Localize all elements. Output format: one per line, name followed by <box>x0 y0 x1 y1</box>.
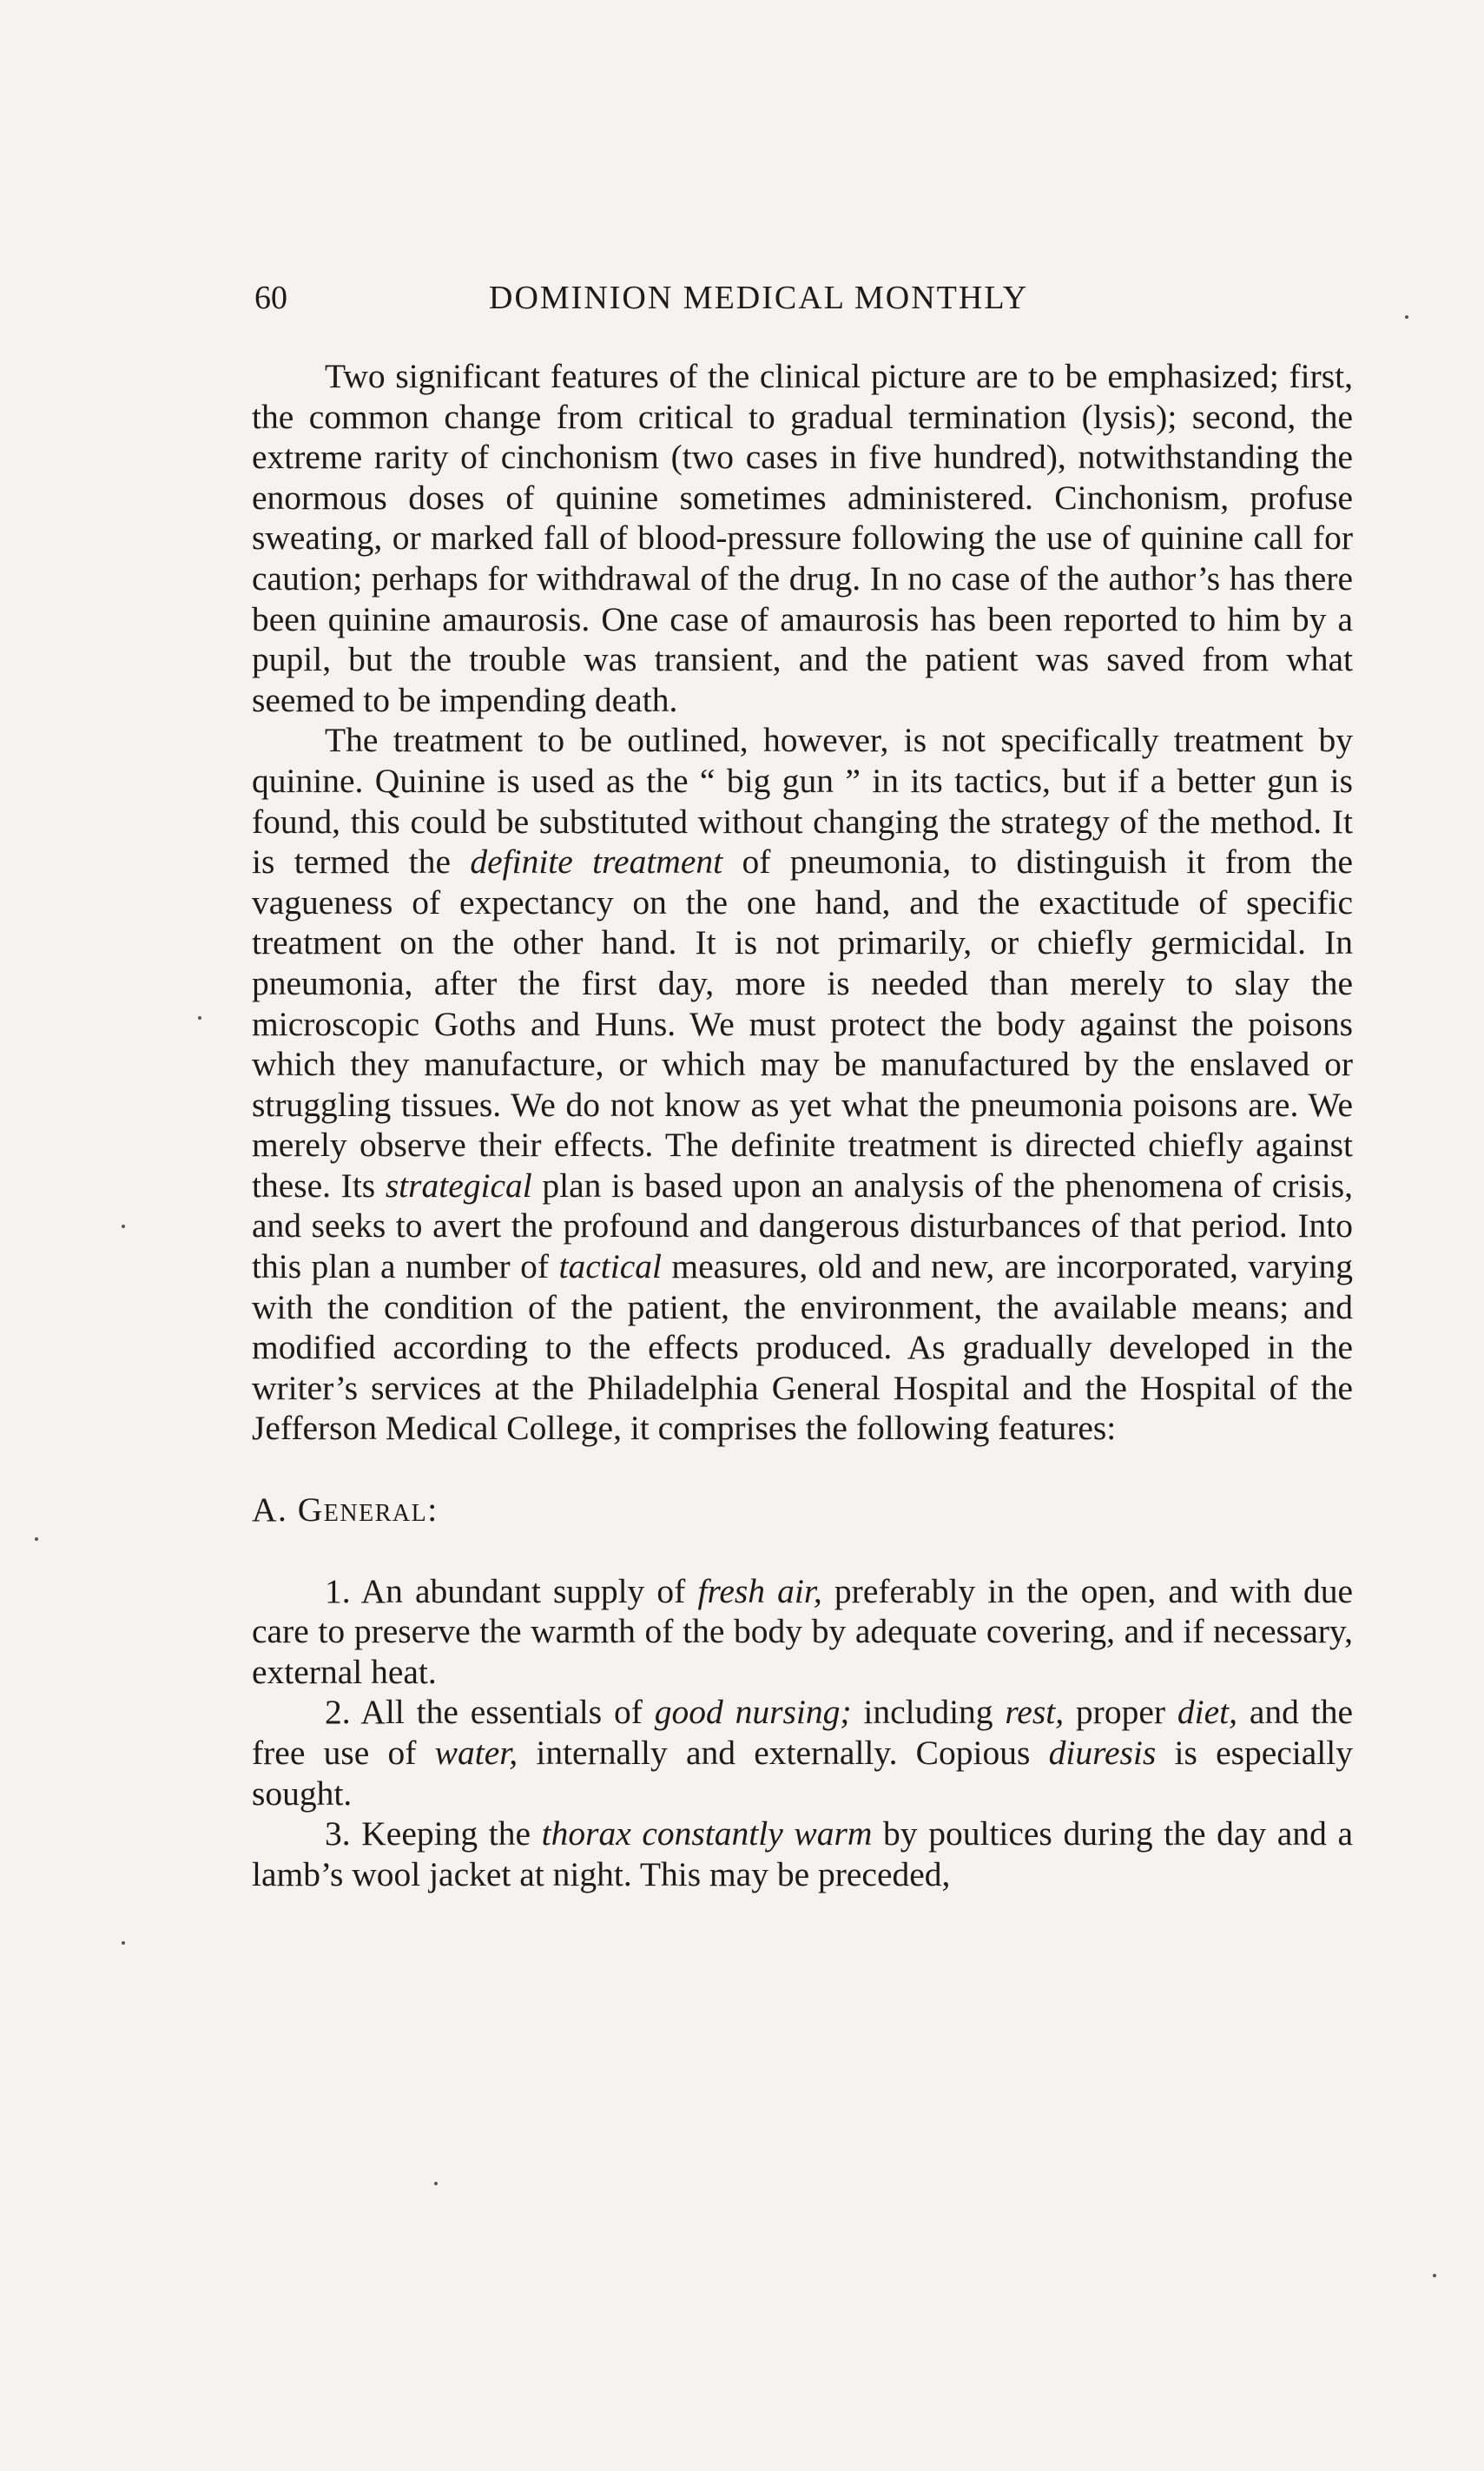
list-item-fresh-air: 1. An abundant supply of fresh air, preferably in the open, and with due care to preserve the warmth of the body by adequate covering, and if necessary, external heat. <box>252 1571 1353 1691</box>
emphasis-rest: rest, <box>1005 1693 1065 1732</box>
emphasis-diet: diet, <box>1177 1693 1237 1732</box>
paper-speck <box>1405 315 1408 319</box>
paper-speck <box>1433 2274 1436 2277</box>
page-number: 60 <box>254 280 287 316</box>
emphasis-definite-treatment: definite treatment <box>470 842 723 882</box>
paragraph-clinical-features: Two significant features of the clinical picture are to be emphasized; first, the common change from critical to gradual termination (lysis); second, the extreme rarity of cinchonism (two cases in five hundred), notwithstanding the enormous doses of quinine sometimes administered. Cinchonism, profuse sweating, or marked fall of blood-pressure following the use of quinine call for caution; perhaps for withdrawal of the drug. In no case of the author’s has there been quinine amaurosis. One case of amaurosis has been reported to him by a pupil, but the trouble was transient, and the patient was saved from what seemed to be impending death. <box>252 357 1353 719</box>
emphasis-thorax-warm: thorax constantly warm <box>541 1814 873 1853</box>
list-item-good-nursing: 2. All the essentials of good nursing; including rest, proper diet, and the free use of water, internally and externally. Copious diuresis is especially sought. <box>252 1693 1354 1813</box>
emphasis-strategical: strategical <box>385 1166 532 1205</box>
emphasis-diuresis: diuresis <box>1048 1734 1157 1772</box>
paragraph-definite-treatment: The treatment to be outlined, however, is not specifically treatment by quinine. Quinine is used as the “ big gun ” in its tactics, but if a better gun is found, this could be substituted without changing the strategy of the method. It is termed the definite treatment of pneumonia, to distinguish it from the vagueness of expectancy on the one hand, and the exactitude of specific treatment on the other hand. It is not primarily, or chiefly germicidal. In pneumonia, after the first day, more is needed than merely to slay the microscopic Goths and Huns. We must protect the body against the poisons which they manufacture, or which may be manufactured by the enslaved or struggling tissues. We do not know as yet what the pneumonia poisons are. We merely observe their effects. The definite treatment is directed chiefly against these. Its strategical plan is based upon an analysis of the phenomena of crisis, and seeks to avert the profound and dangerous disturbances of that period. Into this plan a number of tactical measures, old and new, are incorporated, varying with the condition of the patient, the environment, the available means; and modified according to the effects produced. As gradually developed in the writer’s services at the Philadelphia General Hospital and the Hospital of the Jefferson Medical College, it comprises the following features: <box>252 721 1353 1448</box>
paper-speck <box>35 1537 38 1541</box>
section-heading-general: A. General: <box>252 1490 439 1530</box>
emphasis-tactical: tactical <box>558 1247 662 1286</box>
running-header <box>254 276 1375 320</box>
list-item-thorax-warm: 3. Keeping the thorax constantly warm by poultices during the day and a lamb’s wool jacket at night. This may be preceded, <box>252 1814 1353 1893</box>
paper-speck <box>198 1016 201 1020</box>
journal-title: DOMINION MEDICAL MONTHLY <box>489 280 1029 316</box>
emphasis-fresh-air: fresh air, <box>697 1571 822 1610</box>
paper-speck <box>122 1225 125 1228</box>
paper-speck <box>122 1941 125 1945</box>
paper-speck <box>434 2182 438 2185</box>
emphasis-water: water, <box>434 1734 518 1772</box>
article-body <box>252 356 1353 1894</box>
emphasis-good-nursing: good nursing; <box>654 1693 852 1732</box>
